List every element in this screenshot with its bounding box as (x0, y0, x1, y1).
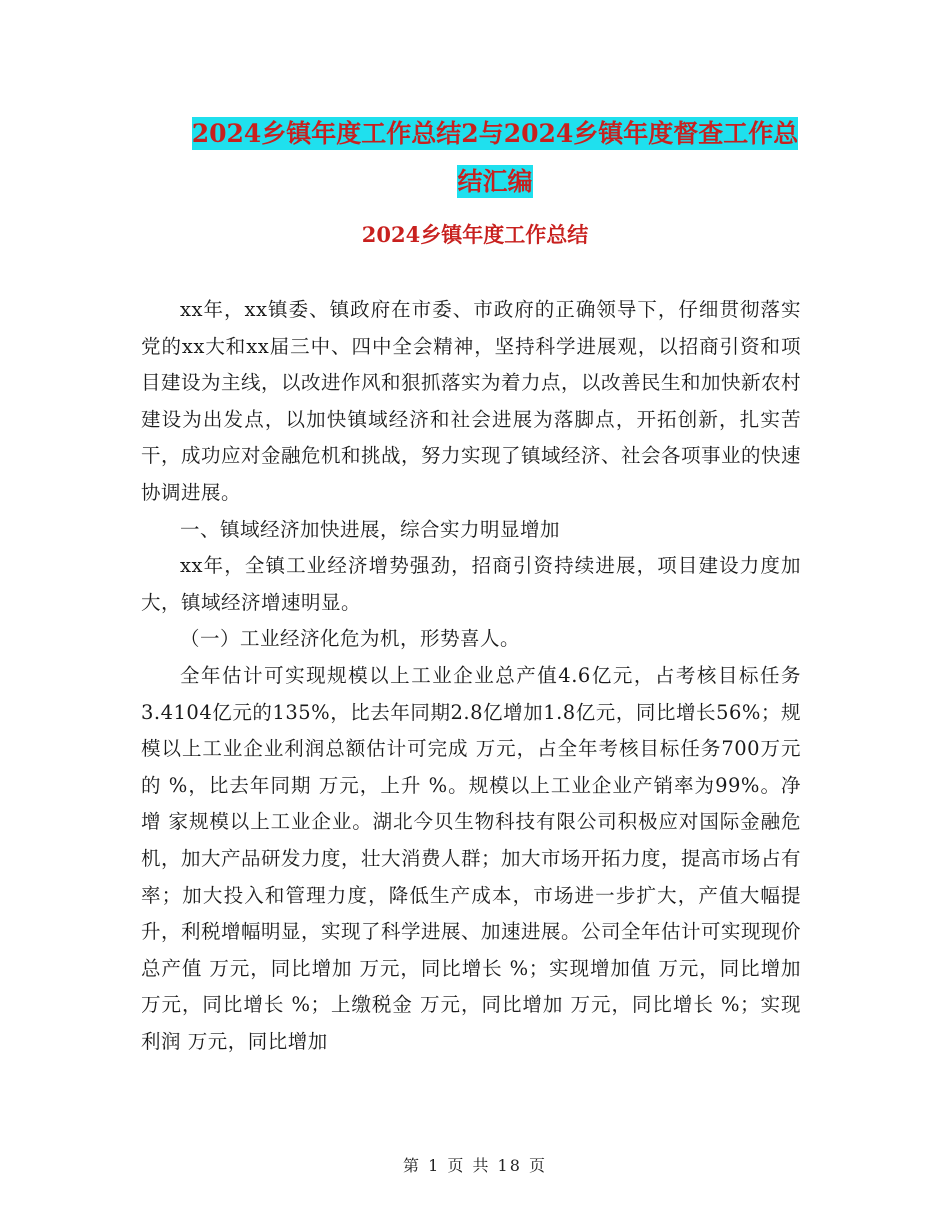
paragraph: 全年估计可实现规模以上工业企业总产值4.6亿元，占考核目标任务3.4104亿元的135%，比去年同期2.8亿增加1.8亿元，同比增长56%；规模以上工业企业利润总额估计可完成 万元，占全年考核目标任务700万元的 %，比去年同期 万元，上升 %。规模以上工业企业产销率为99%。净增 家规模以上工业企业。湖北今贝生物科技有限公司积极应对国际金融危机，加大产品研发力度，壮大消费人群；加大市场开拓力度，提高市场占有率；加大投入和管理力度，降低生产成本，市场进一步扩大，产值大幅提升，利税增幅明显，实现了科学进展、加速进展。公司全年估计可实现现价总产值 万元，同比增加 万元，同比增长 %；实现增加值 万元，同比增加 万元，同比增长 %；上缴税金 万元，同比增加 万元，同比增长 %；实现利润 万元，同比增加 (141, 663, 802, 1053)
section-title: 2024乡镇年度工作总结 (361, 222, 589, 247)
body-text (141, 292, 801, 1060)
paragraph: xx年，xx镇委、镇政府在市委、市政府的正确领导下，仔细贯彻落实党的xx大和xx届三中、四中全会精神，坚持科学进展观，以招商引资和项目建设为主线，以改进作风和狠抓落实为着力点，以改善民生和加快新农村建设为出发点，以加快镇域经济和社会进展为落脚点，开拓创新，扎实苦干，成功应对金融危机和挑战，努力实现了镇域经济、社会各项事业的快速协调进展。 (141, 298, 802, 504)
title-line-1: 2024乡镇年度工作总结2与2024乡镇年度督查工作总 (191, 119, 799, 148)
paragraph: （一）工业经济化危为机，形势喜人。 (180, 627, 521, 651)
document-title (140, 110, 850, 206)
paragraph: xx年，全镇工业经济增势强劲，招商引资持续进展，项目建设力度加大，镇域经济增速明显。 (141, 554, 801, 614)
title-line-2: 结汇编 (457, 167, 533, 196)
page-footer: 第 1 页 共 18 页 (403, 1156, 547, 1175)
paragraph: 一、镇域经济加快进展，综合实力明显增加 (180, 517, 561, 541)
